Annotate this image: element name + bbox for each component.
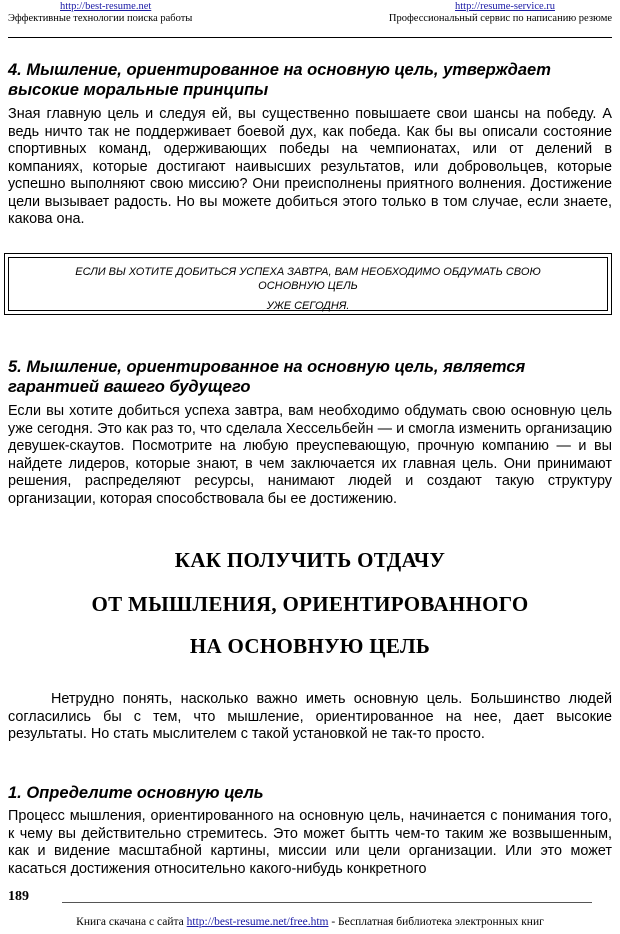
step-1-title: 1. Определите основную цель [8,784,264,802]
intro-text: Нетрудно понять, насколько важно иметь основную цель. Большинство людей согласились бы с тем, что мышление, ориентированное на нее, дает высокие результаты. Но стать мыслителем с такой установкой не так-то просто. [8,691,612,742]
page-number: 189 [8,889,29,904]
header-right-link-text[interactable]: http://resume-service.ru [455,1,556,12]
header-left-link[interactable] [60,1,151,13]
section-5-title: 5. Мышление, ориентированное на основную цель, является гарантией вашего будущего [8,358,526,396]
chapter-title-line-3: НА ОСНОВНУЮ ЦЕЛЬ [189,634,431,658]
section-4-text: Зная главную цель и следуя ей, вы существенно повышаете свои шансы на победу. А ведь ничто так не поддерживает боевой дух, как победа. Как бы вы описали состояние спортивных команд, одерживающих победы на чемпионатах, или от делений в компаниях, которые достигают наивысших результатов, или добровольцев, которые успешно выполняют свою миссию? Они преисполнены приятного волнения. Достижение цели вызывает радость. Но вы можете добиться этого только в том случае, если знаете, какова она. [8,106,612,227]
quote-line-1: ЕСЛИ ВЫ ХОТИТЕ ДОБИТЬСЯ УСПЕХА ЗАВТРА, ВАМ НЕОБХОДИМО ОБДУМАТЬ СВОЮ [75,266,541,278]
header-right-text: Профессиональный сервис по написанию резюме [388,13,612,24]
header-left-text: Эффективные технологии поиска работы [8,13,193,24]
chapter-title-line-2: ОТ МЫШЛЕНИЯ, ОРИЕНТИРОВАННОГО [91,592,529,616]
section-5-text: Если вы хотите добиться успеха завтра, вам необходимо обдумать свою основную цель уже сегодня. Это как раз то, что сделала Хессельбейн — и смогла изменить организацию девушек-скаутов. Посмотрите на любую преуспевающую, прочную компанию — и вы найдете лидеров, которые знают, в чем заключается их главная цель. Они принимают решения, распределяют ресурсы, нанимают людей и создают такую структуру организации, которая способствовала бы ее достижению. [8,403,612,507]
header-right-link[interactable] [455,1,555,13]
quote-line-3: УЖЕ СЕГОДНЯ. [266,300,350,312]
step-1-text: Процесс мышления, ориентированного на основную цель, начинается с понимания того, к чему вы действительно стремитесь. Это может бытть чем-то таким же возвышенным, как и видение масштабной картины, миссии или цели организации. Или это может касаться достижения относительно какого-нибудь конкретного [8,808,612,877]
footer-link[interactable]: http://best-resume.net/free.htm [186,916,329,928]
quote-line-2: ОСНОВНУЮ ЦЕЛЬ [258,280,358,292]
footer-line [0,916,620,928]
footer-suffix: - Бесплатная библиотека электронных книг [331,916,544,928]
quote-box [4,253,612,315]
header-left-link-text[interactable]: http://best-resume.net [60,1,152,12]
footer-rule [62,902,592,903]
chapter-title-line-1: КАК ПОЛУЧИТЬ ОТДАЧУ [174,548,446,572]
section-4-title: 4. Мышление, ориентированное на основную цель, утверждает высокие моральные принципы [8,61,551,99]
footer-prefix: Книга скачана с сайта [76,916,184,928]
header-rule [8,37,612,38]
quote-box-inner [8,257,608,311]
